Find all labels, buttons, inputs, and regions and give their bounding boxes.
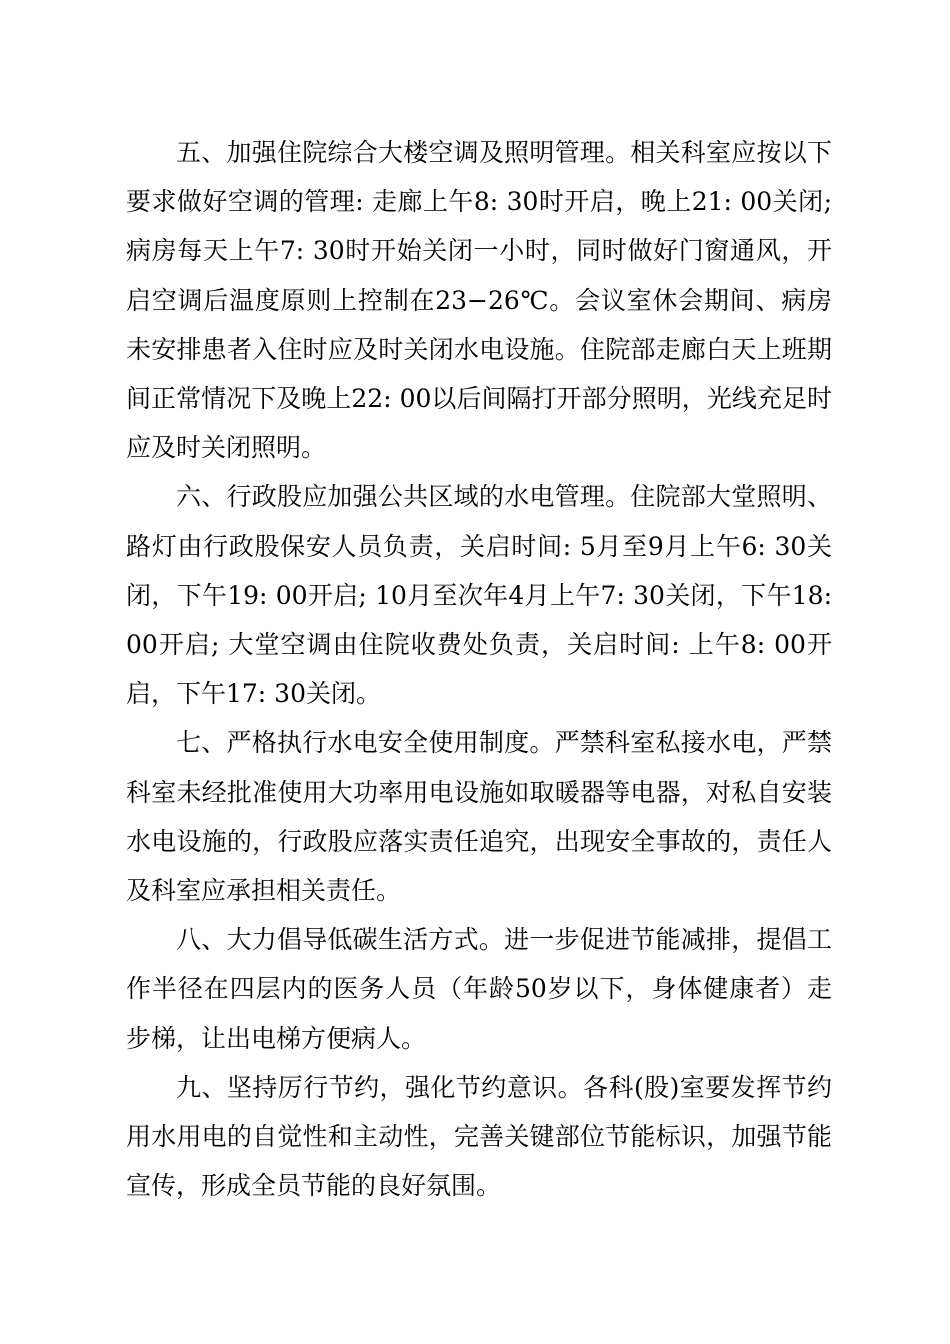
paragraph-9-frugality: 九、坚持厉行节约，强化节约意识。各科(股)室要发挥节约用水用电的自觉性和主动性，完善关键部位节能标识，加强节能宣传，形成全员节能的良好氛围。 xyxy=(126,1072,832,1201)
paragraph-8-low-carbon: 八、大力倡导低碳生活方式。进一步促进节能减排，提倡工作半径在四层内的医务人员（年龄50岁以下，身体健康者）走步梯，让出电梯方便病人。 xyxy=(126,925,832,1053)
paragraph-5-ac-lighting: 五、加强住院综合大楼空调及照明管理。相关科室应按以下要求做好空调的管理: 走廊上午8: 30时开启，晚上21: 00关闭; 病房每天上午7: 30时开始关闭一小时，同时做好门窗通风，开启空调后温度原则上控制在23−26℃。会议室休会期间、病房未安排患者入住时应及时关闭水电设施。住院部走廊白天上班期间正常情况下及晚上22: 00以后间隔打开部分照明，光线充足时应及时关闭照明。 xyxy=(126,138,832,463)
paragraph-6-public-area: 六、行政股应加强公共区域的水电管理。住院部大堂照明、路灯由行政股保安人员负责，关启时间: 5月至9月上午6: 30关闭，下午19: 00开启; 10月至次年4月上午7: 30关闭，下午18: 00开启; 大堂空调由住院收费处负责，关启时间: 上午8: 00开启，下午17: 30关闭。 xyxy=(126,482,832,709)
document-body xyxy=(126,128,832,1210)
paragraph-7-safety: 七、严格执行水电安全使用制度。严禁科室私接水电，严禁科室未经批准使用大功率用电设施如取暖器等电器，对私自安装水电设施的，行政股应落实责任追究，出现安全事故的，责任人及科室应承担相关责任。 xyxy=(126,728,832,906)
